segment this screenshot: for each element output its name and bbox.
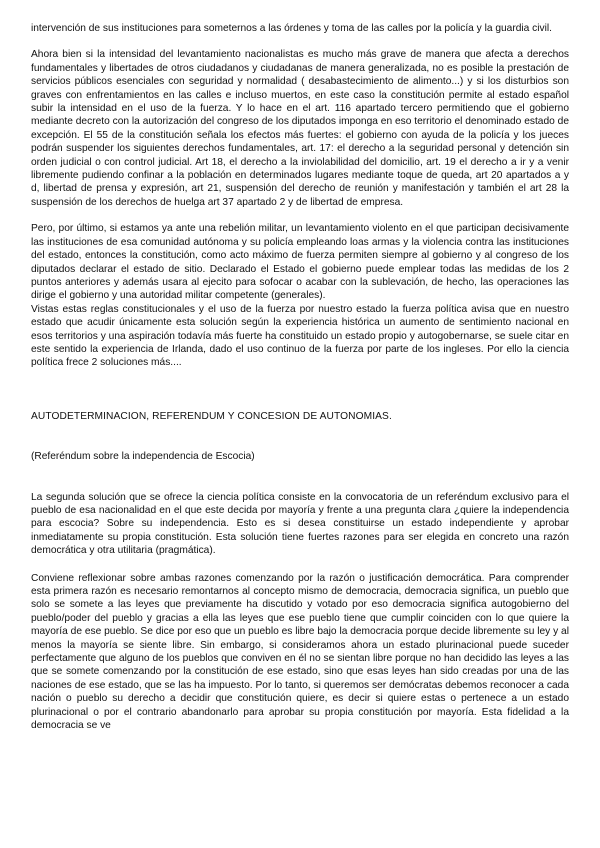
paragraph-constitutional-rules: Vistas estas reglas constitucionales y el uso de la fuerza por nuestro estado la fuerza política avisa que en nuestro estado que acudir únicamente esta solución según la experiencia histórica un aumento de sentimiento nacional en esos territorios y una aspiración todavía más fuerte ha constituido un estado propio y autogobernarse, se suele citar en este sentido la experiencia de Irlanda, dado el uso continuo de la fuerza por parte de los ingleses. Por ello la ciencia política frece 2 soluciones más....: [31, 303, 569, 369]
paragraph-nationalist-uprising: Ahora bien si la intensidad del levantamiento nacionalistas es mucho más grave de manera que afecta a derechos fundamentales y libertades de otros ciudadanos y ciudadanas de manera generalizada, no es posible la prestación de servicios públicos esenciales con seguridad y normalidad ( desabastecimiento de alimento...) y si los disturbios son graves con enfrentamientos en las calles e incluso muertos, en este caso la constitución permite al estado español subir la intensidad en el uso de la fuerza. Y lo hace en el art. 116 apartado tercero permitiendo que el gobierno mediante decreto con la autorización del congreso de los diputados imponga en eso territorio el denominado estado de excepción. El 55 de la constitución señala los efectos más fuertes: el gobierno con ayuda de la policía y los jueces podrán suspender los siguientes derechos fundamentales, art. 17: el derecho a la seguridad personal y detención sin orden judicial o con control judicial. Art 18, el derecho a la inviolabilidad del domicilio, art. 19 el derecho a ir y a venir libremente pudiendo confinar a la población en determinados lugares mediante toque de queda, art 20 apartados a y d, libertad de prensa y expresión, art 21, suspensión del derecho de reunión y manifestación y también el art 28 la suspensión de los derechos de huelga art 37 apartado 2 y de libertad de empresa.: [31, 49, 569, 208]
document-page: [31, 22, 569, 732]
paragraph-military-rebellion: Pero, por último, si estamos ya ante una rebelión militar, un levantamiento violento en el que participan decisivamente las instituciones de esa comunidad autónoma y su policía empleando loas armas y la violencia contra las instituciones del estado, entonces la constitución, como acto máximo de fuerza permiten siempre al gobierno y al congreso de los diputados declarar el estado de sitio. Declarado el Estado el gobierno puede emplear todas las medidas de los 2 puntos anteriores y además usara al ejecito para sofocar o acabar con la sublevación, de hecho, las operaciones las dirige el gobierno y una autoridad militar competente (generales).: [31, 223, 569, 302]
paragraph-democratic-reason: Conviene reflexionar sobre ambas razones comenzando por la razón o justificación democrática. Para comprender esta primera razón es necesario remontarnos al concepto mismo de democracia, democracia significa, un pueblo que solo se somete a las leyes que previamente ha discutido y votado por eso democracia significa autogobierno del pueblo/poder del pueblo y gracias a ella las leyes que ese pueblo tiene que cumplir coinciden con lo que quiere la mayoría de ese pueblo. Se dice por eso que un pueblo es libre bajo la democracia porque decide libremente su ley y al menos la mayoría se siente libre. Sin embargo, si consideramos ahora un estado plurinacional puede suceder perfectamente que alguno de los pueblos que conviven en él no se sientan libre porque no han decidido las leyes a las que se somete comenzando por la constitución de ese estado, sino que esas leyes han sido creadas por una de las naciones de ese estado, que se las ha impuesto. Por lo tanto, si queremos ser demócratas debemos reconocer a cada nación o pueblo su derecho a decidir que constitución quiere, es decir si quiere estas o pertenece a un estado plurinacional o por el contrario abandonarlo para aprobar su propia constitución por mayoría. Esta fidelidad a la democracia se ve: [31, 572, 569, 732]
section-subtitle: (Referéndum sobre la independencia de Escocia): [31, 451, 255, 463]
paragraph-second-solution: La segunda solución que se ofrece la ciencia política consiste en la convocatoria de un referéndum exclusivo para el pueblo de esa nacionalidad en el que este decida por mayoría y frente a una pregunta clara ¿quiere la independencia para escocia? Sobre su independencia. Esto es si desea constituirse un estado independiente y aprobar inmediatamente su propia constitución. Esta solución tiene fuertes razones para ser elegida en concreto una razón democrática y otra utilitaria (pragmática).: [31, 491, 569, 557]
paragraph-continuation: intervención de sus instituciones para someternos a las órdenes y toma de las calles por la policía y la guardia civil.: [31, 23, 552, 34]
section-heading: AUTODETERMINACION, REFERENDUM Y CONCESION DE AUTONOMIAS.: [31, 410, 392, 422]
